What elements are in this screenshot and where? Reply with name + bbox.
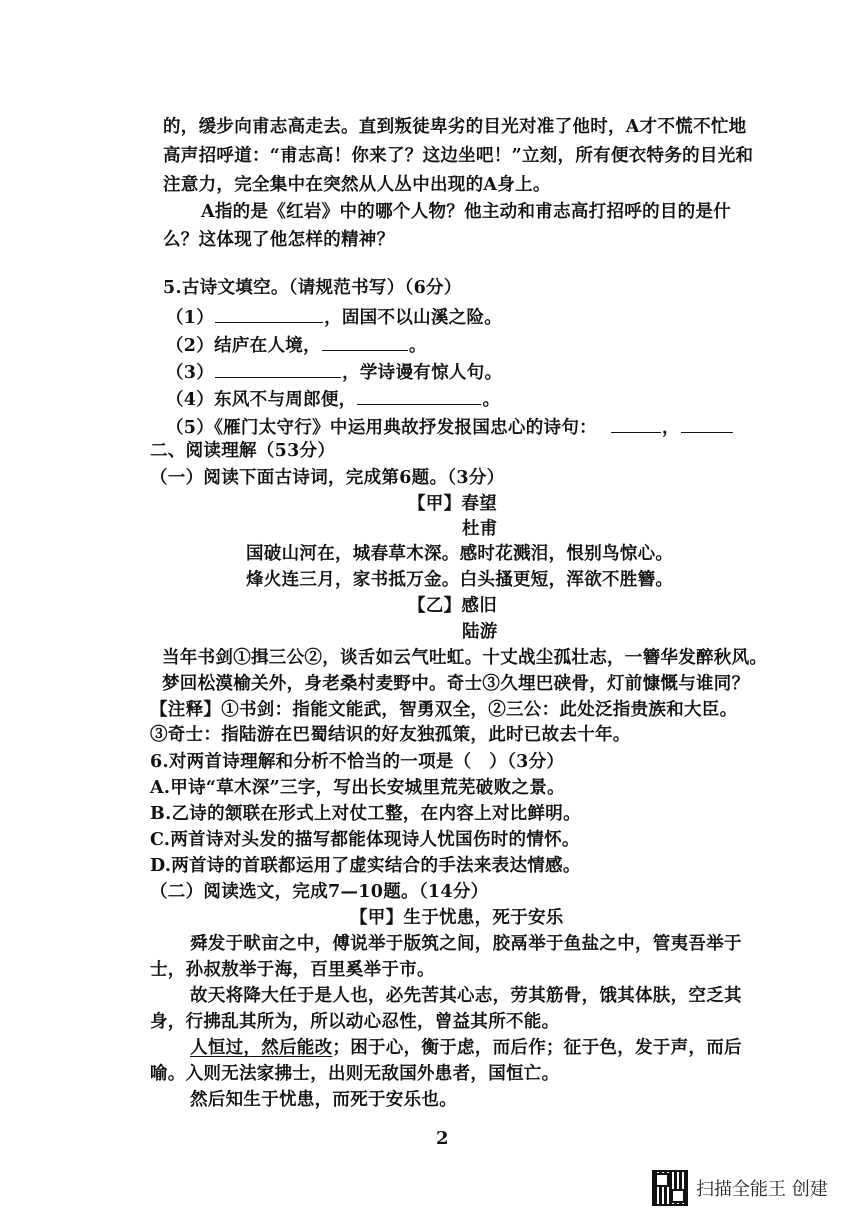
answer-blank-6[interactable] xyxy=(681,414,733,433)
q5-item-1 xyxy=(166,304,502,330)
q6-stem: 6.对两首诗理解和分析不恰当的一项是（ ）（3分） xyxy=(150,752,565,772)
answer-blank-1[interactable] xyxy=(215,304,323,323)
passage-line-3: 注意力，完全集中在突然从人丛中出现的A身上。 xyxy=(163,175,551,195)
q5-item-1-text: ，固国不以山溪之险。 xyxy=(324,308,503,328)
q5-item-4-text: （4）东风不与周郎便， xyxy=(166,390,357,410)
q6-option-d: D.两首诗的首联都运用了虚实结合的手法来表达情感。 xyxy=(150,856,581,876)
text-p3-rest: ；困于心，衡于虑，而后作；征于色，发于声，而后 xyxy=(332,1038,742,1058)
q5-item-5 xyxy=(166,414,734,440)
answer-blank-5[interactable] xyxy=(611,414,661,433)
notes-line-1: 【注释】①书剑：指能文能武，智勇双全，②三公：此处泛指贵族和大臣。 xyxy=(150,700,738,720)
passage-line-2: 高声招呼道：“甫志高！你来了？这边坐吧！”立刻，所有便衣特务的目光和 xyxy=(163,146,754,166)
qr-code-icon xyxy=(652,1170,688,1206)
answer-blank-3[interactable] xyxy=(215,359,341,378)
question-line-2: 么？这体现了他怎样的精神？ xyxy=(163,230,395,250)
q5-item-1-num: （1） xyxy=(166,308,215,328)
poem-jia-line-2: 烽火连三月，家书抵万金。白头搔更短，浑欲不胜簪。 xyxy=(246,570,674,590)
text-p1-line-2: 士，孙叔敖举于海，百里奚举于市。 xyxy=(150,960,435,980)
notes-line-2: ③奇士：指陆游在巴蜀结识的好友独孤策，此时已故去十年。 xyxy=(150,725,631,745)
text-p4: 然后知生于忧患，而死于安乐也。 xyxy=(190,1090,457,1110)
part-1-title: （一）阅读下面古诗词，完成第6题。（3分） xyxy=(150,468,505,488)
part-2-title: （二）阅读选文，完成7—10题。（14分） xyxy=(150,882,489,902)
poem-yi-author: 陆游 xyxy=(462,622,498,642)
poem-jia-title: 【甲】春望 xyxy=(408,494,497,514)
q6-option-b: B.乙诗的颔联在形式上对仗工整，在内容上对比鲜明。 xyxy=(150,804,581,824)
text-p1-line-1: 舜发于畎亩之中，傅说举于版筑之间，胶鬲举于鱼盐之中，管夷吾举于 xyxy=(190,934,742,954)
text-jia-title: 【甲】生于忧患，死于安乐 xyxy=(350,908,564,928)
question-line-1: A指的是《红岩》中的哪个人物？他主动和甫志高打招呼的目的是什 xyxy=(201,202,732,222)
poem-yi-line-1: 当年书剑①揖三公②，谈舌如云气吐虹。十丈战尘孤壮志，一簪华发醉秋风。 xyxy=(162,648,768,668)
q5-title: 5.古诗文填空。（请规范书写）（6分） xyxy=(163,278,462,298)
q5-item-5-comma: ， xyxy=(661,418,680,438)
text-p2-line-2: 身，行拂乱其所为，所以动心忍性，曾益其所不能。 xyxy=(150,1012,560,1032)
answer-blank-2[interactable] xyxy=(322,332,408,351)
answer-blank-4[interactable] xyxy=(357,386,481,405)
q6-option-c: C.两首诗对头发的描写都能体现诗人忧国伤时的情怀。 xyxy=(150,830,580,850)
poem-yi-line-2: 梦回松漠榆关外，身老桑村麦野中。奇士③久埋巴硖骨，灯前慷慨与谁同？ xyxy=(162,674,750,694)
scanner-watermark xyxy=(652,1168,828,1208)
underlined-sentence: 人恒过，然后能改 xyxy=(190,1038,333,1058)
text-p3-line-2: 喻。入则无法家拂士，出则无敌国外患者，国恒亡。 xyxy=(150,1064,560,1084)
q5-item-5-text: （5）《雁门太守行》中运用典故抒发报国忠心的诗句： xyxy=(166,418,597,438)
section-2-title: 二、阅读理解（53分） xyxy=(150,441,336,461)
q5-item-2-text: （2）结庐在人境， xyxy=(166,336,321,356)
watermark-text: 扫描全能王 创建 xyxy=(696,1179,828,1200)
passage-line-1: 的，缓步向甫志高走去。直到叛徒卑劣的目光对准了他时，A才不慌不忙地 xyxy=(163,117,747,137)
q5-item-4 xyxy=(166,386,500,412)
text-p2-line-1: 故天将降大任于是人也，必先苦其心志，劳其筋骨，饿其体肤，空乏其 xyxy=(190,986,742,1006)
q5-item-4-end: 。 xyxy=(482,390,501,410)
q5-item-2 xyxy=(166,332,427,358)
poem-jia-line-1: 国破山河在，城春草木深。感时花溅泪，恨别鸟惊心。 xyxy=(246,544,674,564)
q5-item-3 xyxy=(166,359,502,385)
q5-item-3-num: （3） xyxy=(166,363,215,383)
poem-jia-author: 杜甫 xyxy=(462,519,498,539)
text-p3-line-1 xyxy=(190,1036,742,1060)
poem-yi-title: 【乙】感旧 xyxy=(408,596,497,616)
page-number: 2 xyxy=(436,1128,449,1149)
q5-item-2-end: 。 xyxy=(408,336,427,356)
q5-item-3-text: ，学诗谩有惊人句。 xyxy=(342,363,503,383)
q6-option-a: A.甲诗“草木深”三字，写出长安城里荒芜破败之景。 xyxy=(150,778,565,798)
